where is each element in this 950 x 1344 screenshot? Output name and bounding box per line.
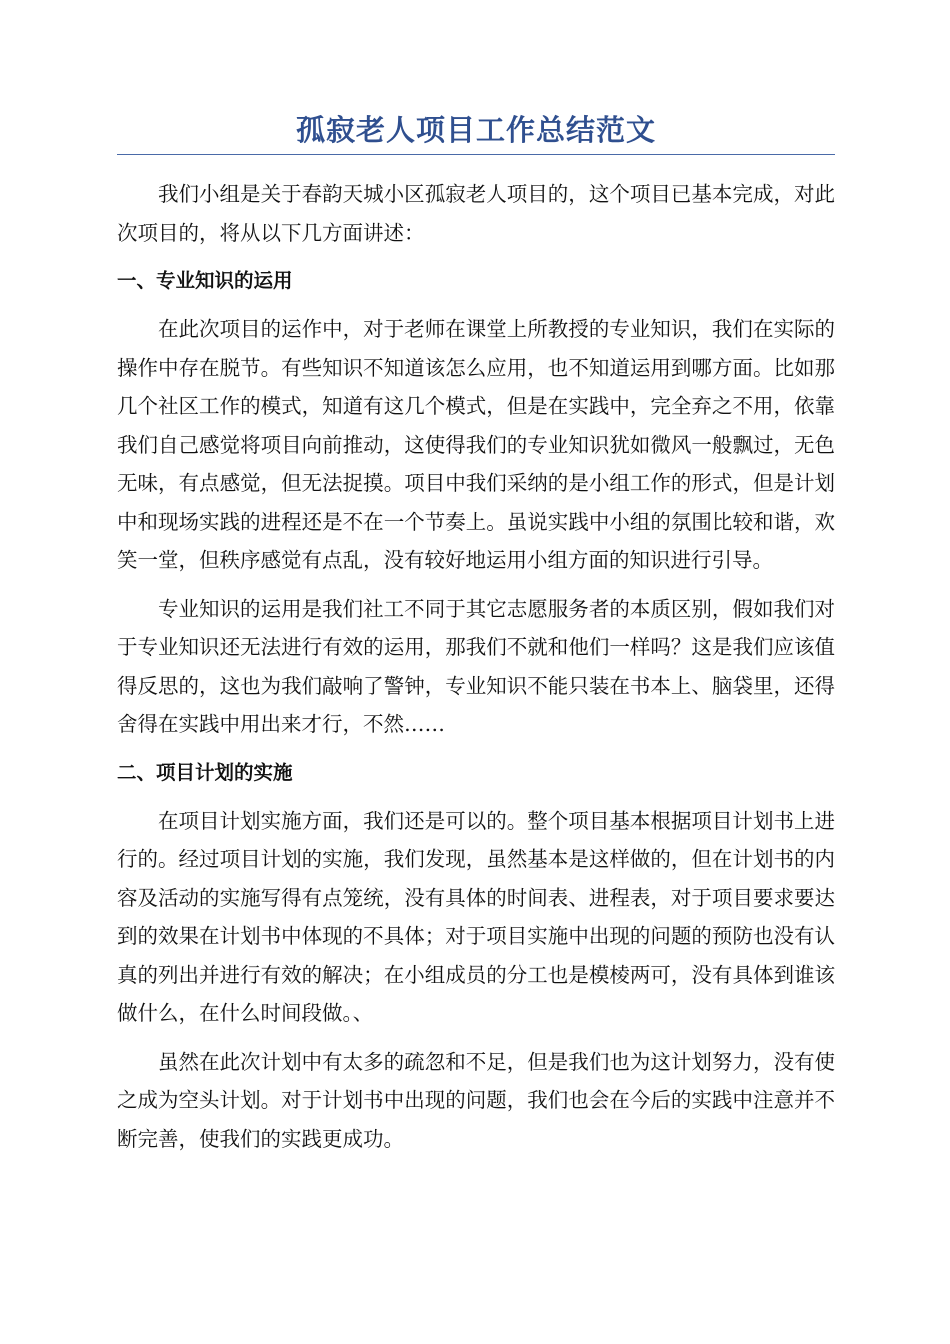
document-page bbox=[117, 110, 835, 1168]
section2-paragraph-2: 虽然在此次计划中有太多的疏忽和不足，但是我们也为这计划努力，没有使之成为空头计划。对于计划书中出现的问题，我们也会在今后的实践中注意并不断完善，使我们的实践更成功。 bbox=[117, 1049, 835, 1151]
section1-paragraph-1: 在此次项目的运作中，对于老师在课堂上所教授的专业知识，我们在实际的操作中存在脱节。有些知识不知道该怎么应用，也不知道运用到哪方面。比如那几个社区工作的模式，知道有这几个模式，但是在实践中，完全弃之不用，依靠我们自己感觉将项目向前推动，这使得我们的专业知识犹如微风一般飘过，无色无味，有点感觉，但无法捉摸。项目中我们采纳的是小组工作的形式，但是计划中和现场实践的进程还是不在一个节奏上。虽说实践中小组的氛围比较和谐，欢笑一堂，但秩序感觉有点乱，没有较好地运用小组方面的知识进行引导。 bbox=[117, 317, 835, 572]
section-heading-1: 一、专业知识的运用 bbox=[117, 269, 293, 292]
intro-paragraph: 我们小组是关于春韵天城小区孤寂老人项目的，这个项目已基本完成，对此次项目的，将从以下几方面讲述： bbox=[117, 182, 835, 245]
document-title: 孤寂老人项目工作总结范文 bbox=[295, 113, 656, 147]
section2-paragraph-1: 在项目计划实施方面，我们还是可以的。整个项目基本根据项目计划书上进行的。经过项目计划的实施，我们发现，虽然基本是这样做的，但在计划书的内容及活动的实施写得有点笼统，没有具体的时间表、进程表，对于项目要求要达到的效果在计划书中体现的不具体；对于项目实施中出现的问题的预防也没有认真的列出并进行有效的解决；在小组成员的分工也是模棱两可，没有具体到谁该做什么，在什么时间段做。、 bbox=[117, 808, 835, 1025]
title-underline bbox=[117, 154, 835, 155]
section1-paragraph-2: 专业知识的运用是我们社工不同于其它志愿服务者的本质区别，假如我们对于专业知识还无法进行有效的运用，那我们不就和他们一样吗？这是我们应该值得反思的，这也为我们敲响了警钟，专业知识不能只装在书本上、脑袋里，还得舍得在实践中用出来才行，不然…… bbox=[117, 596, 835, 736]
section-heading-2: 二、项目计划的实施 bbox=[117, 760, 293, 784]
